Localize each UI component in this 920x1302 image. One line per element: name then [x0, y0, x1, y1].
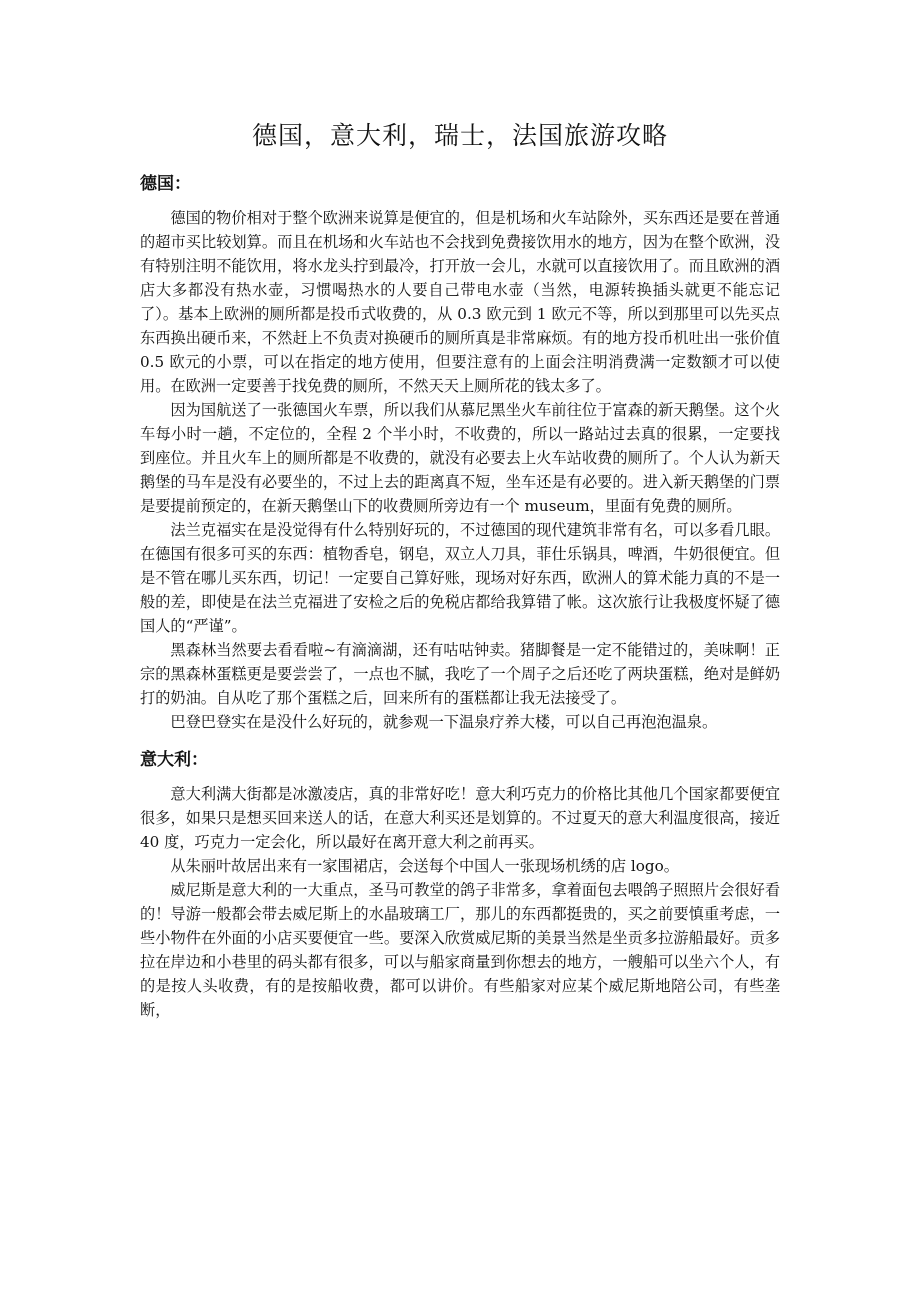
paragraph: 因为国航送了一张德国火车票，所以我们从慕尼黑坐火车前往位于富森的新天鹅堡。这个火车每小时一趟，不定位的，全程 2 个半小时，不收费的，所以一路站过去真的很累，一定要找到座位。并且火车上的厕所都是不收费的，就没有必要去上火车站收费的厕所了。个人认为新天鹅堡的马车是没有必要坐的，不过上去的距离真不短，坐车还是有必要的。进入新天鹅堡的门票是要提前预定的，在新天鹅堡山下的收费厕所旁边有一个 museum，里面有免费的厕所。	[140, 401, 780, 515]
paragraph: 巴登巴登实在是没什么好玩的，就参观一下温泉疗养大楼，可以自己再泡泡温泉。	[170, 713, 718, 731]
document-title: 德国，意大利，瑞士，法国旅游攻略	[251, 121, 668, 150]
section-italy	[140, 748, 780, 1022]
paragraph: 意大利满大街都是冰激凌店，真的非常好吃！意大利巧克力的价格比其他几个国家都要便宜很多，如果只是想买回来送人的话，在意大利买还是划算的。不过夏天的意大利温度很高，接近 40 度，巧克力一定会化，所以最好在离开意大利之前再买。	[140, 785, 780, 851]
section-germany	[140, 172, 780, 734]
section-heading: 德国：	[140, 174, 191, 194]
paragraph: 黑森林当然要去看看啦~有滴滴湖，还有咕咕钟卖。猪脚餐是一定不能错过的，美味啊！正宗的黑森林蛋糕更是要尝尝了，一点也不腻，我吃了一个周子之后还吃了两块蛋糕，绝对是鲜奶打的奶油。自从吃了那个蛋糕之后，回来所有的蛋糕都让我无法接受了。	[140, 641, 780, 707]
paragraph: 法兰克福实在是没觉得有什么特别好玩的，不过德国的现代建筑非常有名，可以多看几眼。在德国有很多可买的东西：植物香皂，钢皂，双立人刀具，菲仕乐锅具，啤酒，牛奶很便宜。但是不管在哪儿买东西，切记！一定要自己算好账，现场对好东西，欧洲人的算术能力真的不是一般的差，即使是在法兰克福进了安检之后的免税店都给我算错了帐。这次旅行让我极度怀疑了德国人的“严谨”。	[140, 521, 780, 635]
paragraph: 从朱丽叶故居出来有一家围裙店，会送每个中国人一张现场机绣的店 logo。	[170, 857, 679, 875]
paragraph: 威尼斯是意大利的一大重点，圣马可教堂的鸽子非常多，拿着面包去喂鸽子照照片会很好看的！导游一般都会带去威尼斯上的水晶玻璃工厂，那儿的东西都挺贵的，买之前要慎重考虑，一些小物件在外面的小店买要便宜一些。要深入欣赏威尼斯的美景当然是坐贡多拉游船最好。贡多拉在岸边和小巷里的码头都有很多，可以与船家商量到你想去的地方，一艘船可以坐六个人，有的是按人头收费，有的是按船收费，都可以讲价。有些船家对应某个威尼斯地陪公司，有些垄断，	[140, 881, 780, 1019]
section-heading: 意大利：	[140, 750, 208, 770]
paragraph: 德国的物价相对于整个欧洲来说算是便宜的，但是机场和火车站除外，买东西还是要在普通的超市买比较划算。而且在机场和火车站也不会找到免费接饮用水的地方，因为在整个欧洲，没有特别注明不能饮用，将水龙头拧到最冷，打开放一会儿，水就可以直接饮用了。而且欧洲的酒店大多都没有热水壶，习惯喝热水的人要自己带电水壶（当然，电源转换插头就更不能忘记了）。基本上欧洲的厕所都是投币式收费的，从 0.3 欧元到 1 欧元不等，所以到那里可以先买点东西换出硬币来，不然赶上不负责对换硬币的厕所真是非常麻烦。有的地方投币机吐出一张价值 0.5 欧元的小票，可以在指定的地方使用，但要注意有的上面会注明消费满一定数额才可以使用。在欧洲一定要善于找免费的厕所，不然天天上厕所花的钱太多了。	[140, 209, 780, 395]
document-page	[140, 118, 780, 1036]
